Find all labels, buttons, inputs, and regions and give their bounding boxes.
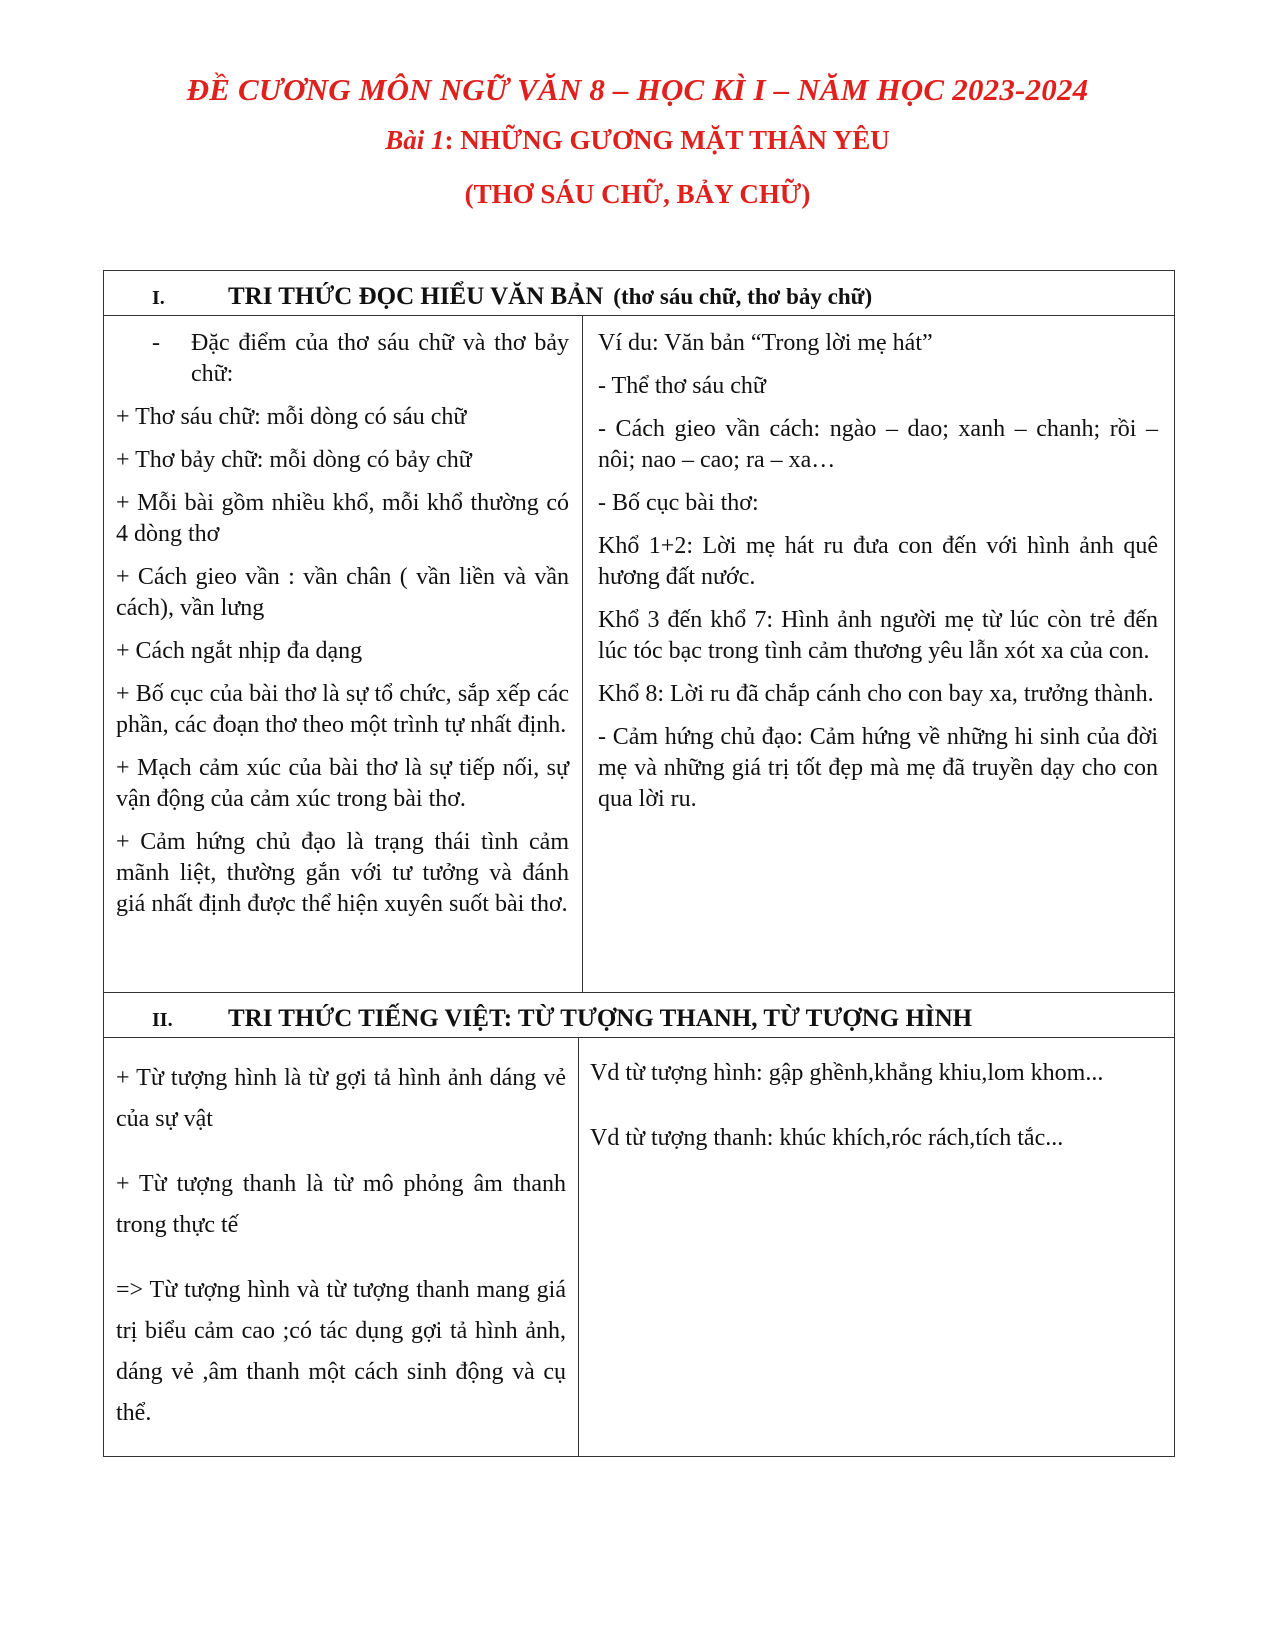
list-item: => Từ tượng hình và từ tượng thanh mang giá trị biểu cảm cao ;có tác dụng gợi tả hình ảnh, dáng vẻ ,âm thanh một cách sinh động và cụ thể.	[116, 1277, 566, 1426]
outline-table	[103, 270, 1175, 1457]
list-item: Khổ 8: Lời ru đã chắp cánh cho con bay xa, trưởng thành.	[598, 681, 1154, 707]
list-item: + Cách gieo vần : vần chân ( vần liền và vần cách), vần lưng	[116, 564, 569, 621]
section-1-title: TRI THỨC ĐỌC HIỂU VĂN BẢN	[228, 283, 604, 310]
list-item: Khổ 1+2: Lời mẹ hát ru đưa con đến với hình ảnh quê hương đất nước.	[598, 533, 1158, 590]
list-item: + Thơ sáu chữ: mỗi dòng có sáu chữ	[116, 404, 467, 430]
list-item: - Cảm hứng chủ đạo: Cảm hứng về những hi sinh của đời mẹ và những giá trị tốt đẹp mà mẹ đã truyền dạy cho con qua lời ru.	[598, 724, 1158, 812]
list-item: + Mỗi bài gồm nhiều khổ, mỗi khổ thường có 4 dòng thơ	[116, 490, 569, 547]
section-1-header	[104, 271, 1174, 316]
list-item: - Bố cục bài thơ:	[598, 490, 759, 516]
list-item-text: Đặc điểm của thơ sáu chữ và thơ bảy chữ:	[191, 330, 569, 387]
list-item: Ví du: Văn bản “Trong lời mẹ hát”	[598, 330, 933, 356]
list-item: - Cách gieo vần cách: ngào – dao; xanh – chanh; rồi – nôi; nao – cao; ra – xa…	[598, 416, 1158, 473]
lesson-subtitle: (THƠ SÁU CHỮ, BẢY CHỮ)	[464, 179, 811, 209]
list-item: + Cảm hứng chủ đạo là trạng thái tình cảm mãnh liệt, thường gắn với tư tưởng và đánh giá nhất định được thể hiện xuyên suốt bài thơ.	[116, 829, 569, 917]
list-item: - Thể thơ sáu chữ	[598, 373, 766, 399]
lesson-prefix: Bài 1	[385, 125, 445, 155]
section-1-number: I.	[152, 287, 165, 309]
list-item: + Thơ bảy chữ: mỗi dòng có bảy chữ	[116, 447, 472, 473]
list-item: + Từ tượng thanh là từ mô phỏng âm thanh trong thực tế	[116, 1171, 566, 1238]
dash-marker: -	[152, 330, 160, 356]
section-1-subtitle: (thơ sáu chữ, thơ bảy chữ)	[613, 284, 873, 309]
list-item: Vd từ tượng thanh: khúc khích,róc rách,tích tắc...	[590, 1125, 1064, 1151]
section-1-row	[104, 316, 1174, 993]
section-1-theory-cell	[104, 316, 583, 992]
list-item	[116, 328, 569, 390]
section-2-number: II.	[152, 1009, 173, 1031]
list-item: Vd từ tượng hình: gập ghềnh,khẳng khiu,lom khom...	[590, 1060, 1104, 1086]
section-2-row	[104, 1038, 1174, 1456]
list-item: Khổ 3 đến khổ 7: Hình ảnh người mẹ từ lúc còn trẻ đến lúc tóc bạc trong tình cảm thương yêu lẫn xót xa của con.	[598, 607, 1158, 664]
section-2-title: TRI THỨC TIẾNG VIỆT: TỪ TƯỢNG THANH, TỪ TƯỢNG HÌNH	[228, 1005, 973, 1032]
section-1-title-line	[228, 283, 872, 311]
section-2-header	[104, 993, 1174, 1038]
list-item: + Cách ngắt nhịp đa dạng	[116, 638, 363, 664]
lesson-title: : NHỮNG GƯƠNG MẶT THÂN YÊU	[444, 125, 890, 155]
lesson-heading	[0, 120, 1275, 160]
section-1-example-cell	[583, 316, 1174, 992]
list-item: + Mạch cảm xúc của bài thơ là sự tiếp nối, sự vận động của cảm xúc trong bài thơ.	[116, 755, 569, 812]
document-header	[0, 68, 1275, 214]
section-2-theory-cell	[104, 1038, 579, 1456]
list-item: + Từ tượng hình là từ gợi tả hình ảnh dáng vẻ của sự vật	[116, 1065, 566, 1132]
list-item: + Bố cục của bài thơ là sự tổ chức, sắp xếp các phần, các đoạn thơ theo một trình tự nhất định.	[116, 681, 569, 738]
document-title: ĐỀ CƯƠNG MÔN NGỮ VĂN 8 – HỌC KÌ I – NĂM HỌC 2023-2024	[186, 72, 1089, 107]
section-2-example-cell	[579, 1038, 1174, 1456]
